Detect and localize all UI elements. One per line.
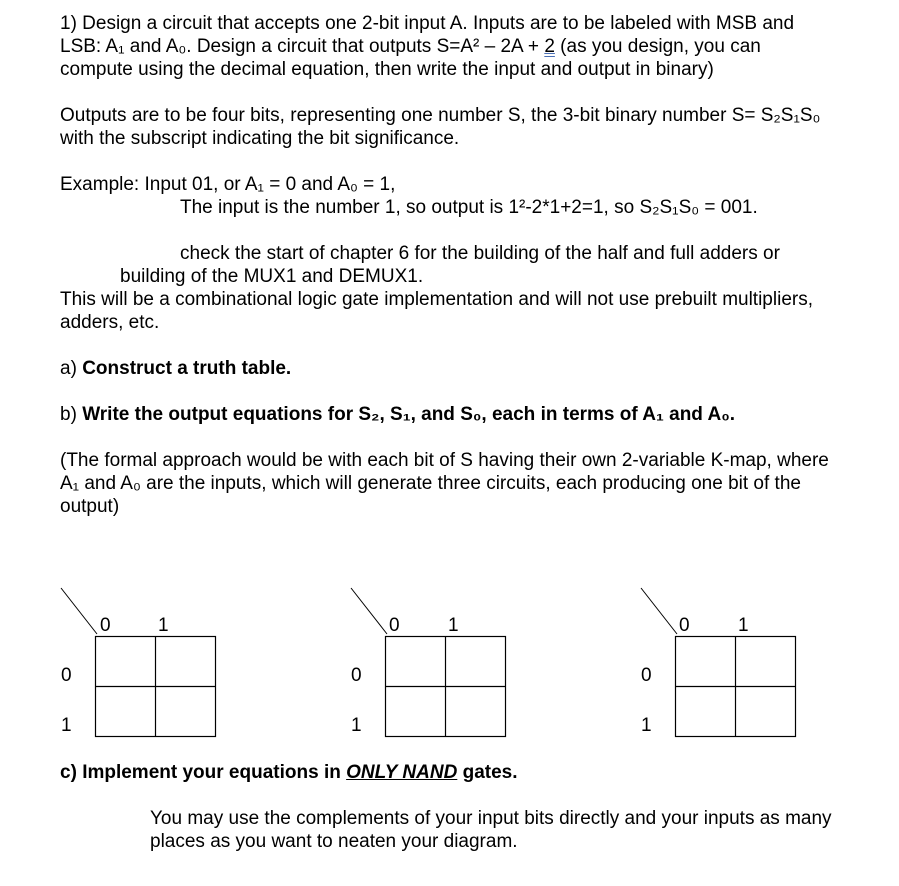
part-b-text: Write the output equations for S₂, S₁, and S₀, each in terms of A₁ and A₀. (82, 404, 736, 425)
kmap-3-col-1: 1 (738, 615, 749, 636)
outputs-line-2: with the subscript indicating the bit significance. (60, 128, 460, 149)
kmap-3-row-0: 0 (641, 665, 652, 686)
hint-line-2: building of the MUX1 and DEMUX1. (120, 266, 424, 287)
part-a-prefix: a) (60, 358, 83, 379)
example-line-2: The input is the number 1, so output is 1²-2*1+2=1, so S₂S₁S₀ = 001. (180, 197, 758, 218)
formal-line-1: (The formal approach would be with each bit of S having their own 2-variable K-map, where (60, 450, 829, 471)
kmap-1-row-1: 1 (61, 715, 72, 736)
problem-line-2-rest: (as you design, you can (554, 36, 761, 57)
part-c-emphasis: ONLY NAND (346, 762, 458, 783)
problem-line-1: 1) Design a circuit that accepts one 2-bit input A. Inputs are to be labeled with MSB and (60, 13, 795, 34)
note-line-1: This will be a combinational logic gate implementation and will not use prebuilt multipliers, (60, 289, 813, 310)
problem-line-2-text: LSB: A₁ and A₀. Design a circuit that outputs S=A² – 2A + (60, 36, 545, 57)
kmap-1-col-1: 1 (158, 615, 169, 636)
outputs-line-1: Outputs are to be four bits, representing one number S, the 3-bit binary number S= S₂S₁S₀ (60, 105, 821, 126)
part-c-text-2: gates. (457, 762, 518, 783)
hint-line-1: check the start of chapter 6 for the building of the half and full adders or (180, 243, 780, 264)
kmap-2-row-0: 0 (351, 665, 362, 686)
problem-line-2-two: 2 (544, 36, 555, 57)
part-a-text: Construct a truth table. (82, 358, 292, 379)
part-c (60, 761, 518, 784)
kmap-2-col-0: 0 (389, 615, 400, 636)
formal-line-3: output) (60, 496, 120, 517)
note-line-2: adders, etc. (60, 312, 160, 333)
kmap-2-col-1: 1 (448, 615, 459, 636)
formal-line-2: A₁ and A₀ are the inputs, which will generate three circuits, each producing one bit of the (60, 473, 801, 494)
kmap-1-row-0: 0 (61, 665, 72, 686)
part-c-prefix: c) (60, 762, 83, 783)
closing-line-2: places as you want to neaten your diagram. (150, 831, 518, 852)
kmap-1-col-0: 0 (100, 615, 111, 636)
problem-line-3: compute using the decimal equation, then write the input and output in binary) (60, 59, 714, 80)
closing-line-1: You may use the complements of your input bits directly and your inputs as many (150, 808, 832, 829)
kmap-3-col-0: 0 (679, 615, 690, 636)
kmap-2-row-1: 1 (351, 715, 362, 736)
kmap-3-row-1: 1 (641, 715, 652, 736)
part-c-text-1: Implement your equations in (82, 762, 347, 783)
part-b-prefix: b) (60, 404, 83, 425)
example-line-1: Example: Input 01, or A₁ = 0 and A₀ = 1, (60, 174, 396, 195)
